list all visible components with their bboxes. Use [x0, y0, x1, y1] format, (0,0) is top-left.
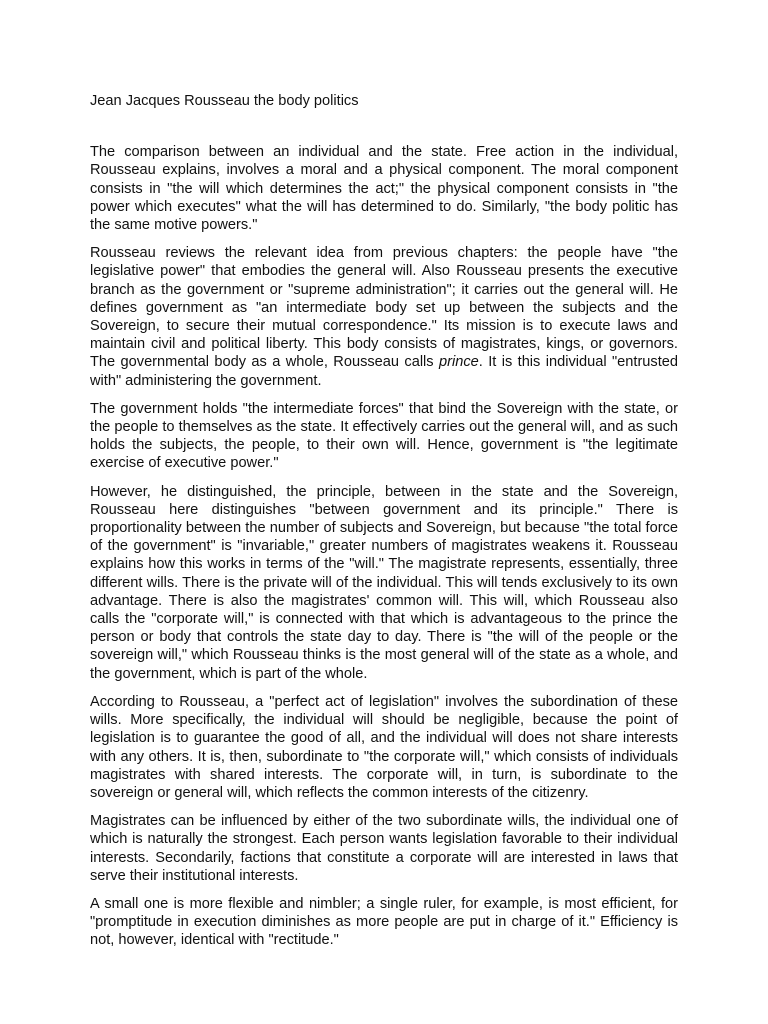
emphasis-prince: prince — [439, 354, 479, 371]
document-title: Jean Jacques Rousseau the body politics — [90, 93, 359, 109]
paragraph-intermediate-forces: The government holds "the intermediate forces" that bind the Sovereign with the state, or the people to themselves as the state. It effectively carries out the general will, and as such holds the subjects, the people, to their own will. Hence, government is "the legitimate exercise of executive power." — [90, 400, 678, 472]
paragraph-magistrates-influence: Magistrates can be influenced by either of the two subordinate wills, the individual one of which is naturally the strongest. Each person wants legislation favorable to their individual interests. Secondarily, factions that constitute a corporate will are interested in laws that serve their institutional interests. — [90, 813, 678, 884]
paragraph-text-after-emphasis: . It is this individual "entrusted with" administering the government. — [90, 354, 679, 389]
paragraph-efficiency: A small one is more flexible and nimbler; a single ruler, for example, is most efficient, for "promptitude in execution diminishes as more people are put in charge of it." Efficiency is not, however, identical with "rectitude." — [90, 895, 678, 949]
paragraph-perfect-legislation: According to Rousseau, a "perfect act of legislation" involves the subordination of these wills. More specifically, the individual will should be negligible, because the point of legislation is to guarantee the good of all, and the individual will does not share interests with any others. It is, then, subordinate to "the corporate will," which consists of individuals magistrates with shared interests. The corporate will, in turn, is subordinate to the sovereign or general will, which reflects the common interests of the citizenry. — [90, 693, 678, 801]
paragraph-government-definition — [90, 244, 678, 390]
document-page — [90, 92, 678, 960]
paragraph-three-wills: However, he distinguished, the principle, between in the state and the Sovereign, Rousseau here distinguishes "between government and its principle." There is proportionality between the number of subjects and Sovereign, but because "the total force of the government" is "invariable," greater numbers of magistrates weakens it. Rousseau explains how this works in terms of the "will." The magistrate represents, essentially, three different wills. There is the private will of the individual. This will tends exclusively to its own advantage. There is also the magistrates' common will. This will, which Rousseau also calls the "corporate will," is connected with that which is advantageous to the prince the person or body that controls the state day to day. There is "the will of the people or the sovereign will," which Rousseau thinks is the most general will of the state as a whole, and the government, which is part of the whole. — [90, 483, 678, 682]
paragraph-body-motive-powers: The comparison between an individual and the state. Free action in the individual, Rousseau explains, involves a moral and a physical component. The moral component consists in "the will which determines the act;" the physical component consists in "the power which executes" what the will has determined to do. Similarly, "the body politic has the same motive powers." — [90, 144, 678, 234]
paragraph-text-before-emphasis: Rousseau reviews the relevant idea from previous chapters: the people have "the legislative power" that embodies the general will. Also Rousseau presents the executive branch as the government or "supreme administration"; it carries out the general will. He defines government as "an intermediate body set up between the subjects and the Sovereign, to secure their mutual correspondence." Its mission is to execute laws and maintain civil and political liberty. This body consists of magistrates, kings, or governors. The governmental body as a whole, Rousseau calls — [90, 245, 678, 371]
